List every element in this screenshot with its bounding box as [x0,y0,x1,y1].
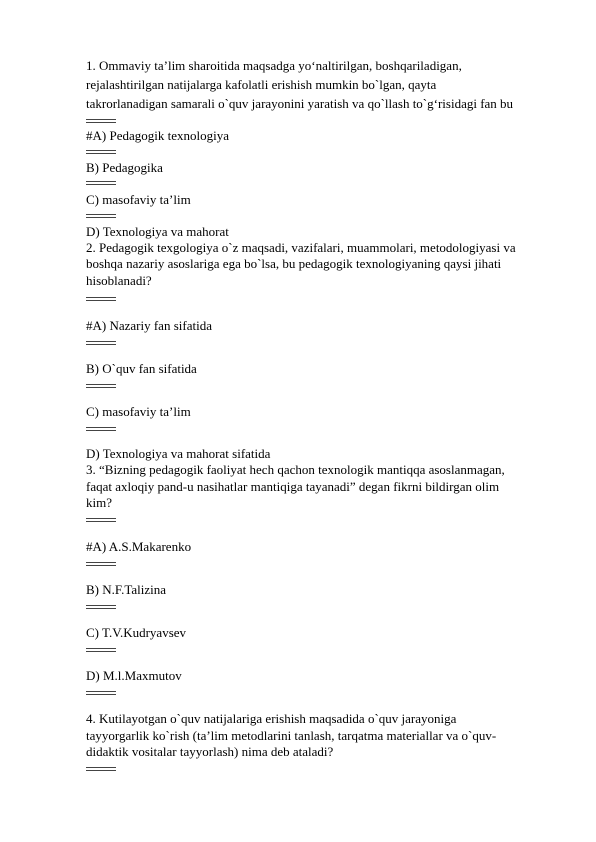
separator [86,119,116,122]
question-3-option-b: B) N.F.Talizina [86,582,167,597]
question-2-line-3: hisoblanadi? [86,273,152,288]
question-1-option-d: D) Texnologiya va mahorat [86,224,229,239]
separator [86,181,116,184]
separator [86,562,116,565]
question-3-line-1: 3. “Bizning pedagogik faoliyat hech qachon texnologik mantiqqa asoslanmagan, [86,462,505,477]
question-2-line-1: 2. Pedagogik texgologiya o`z maqsadi, vazifalari, muammolari, metodologiyasi va [86,240,516,255]
separator [86,297,116,300]
question-2-option-c: C) masofaviy ta’lim [86,404,191,419]
separator [86,341,116,344]
separator [86,518,116,521]
question-1-line-3: takrorlanadigan samarali o`quv jarayonini yaratish va qo`llash to`g‘risidagi fan bu [86,96,514,111]
question-4-line-2: tayyorgarlik ko`rish (ta’lim metodlarini tanlash, tarqatma materiallar va o`quv- [86,728,497,743]
question-2-option-a: #A) Nazariy fan sifatida [86,318,212,333]
question-3-line-3: kim? [86,495,112,510]
separator [86,384,116,387]
question-2-option-d: D) Texnologiya va mahorat sifatida [86,446,271,461]
question-3-option-a: #A) A.S.Makarenko [86,539,192,554]
question-2-line-2: boshqa nazariy asoslariga ega bo`lsa, bu pedagogik texnologiyaning qaysi jihati [86,256,502,271]
question-1-line-1: 1. Ommaviy ta’lim sharoitida maqsadga yo‘naltirilgan, boshqariladigan, [86,58,462,73]
separator [86,150,116,153]
question-4-line-3: didaktik vositalar tayyorlash) nima deb ataladi? [86,744,334,759]
separator [86,427,116,430]
question-3-line-2: faqat axloqiy pand-u nasihatlar mantiqiga tayanadi” degan fikrni bildirgan olim [86,479,500,494]
question-1-line-2: rejalashtirilgan natijalarga kafolatli erishish mumkin bo`lgan, qayta [86,77,437,92]
question-1-option-a: #A) Pedagogik texnologiya [86,128,229,143]
question-4-line-1: 4. Kutilayotgan o`quv natijalariga erishish maqsadida o`quv jarayoniga [86,711,457,726]
question-1-option-c: C) masofaviy ta’lim [86,192,191,207]
separator [86,214,116,217]
question-3-option-d: D) M.l.Maxmutov [86,668,182,683]
separator [86,767,116,770]
question-2-option-b: B) O`quv fan sifatida [86,361,197,376]
separator [86,648,116,651]
question-1-option-b: B) Pedagogika [86,160,163,175]
question-3-option-c: C) T.V.Kudryavsev [86,625,187,640]
separator [86,691,116,694]
separator [86,605,116,608]
